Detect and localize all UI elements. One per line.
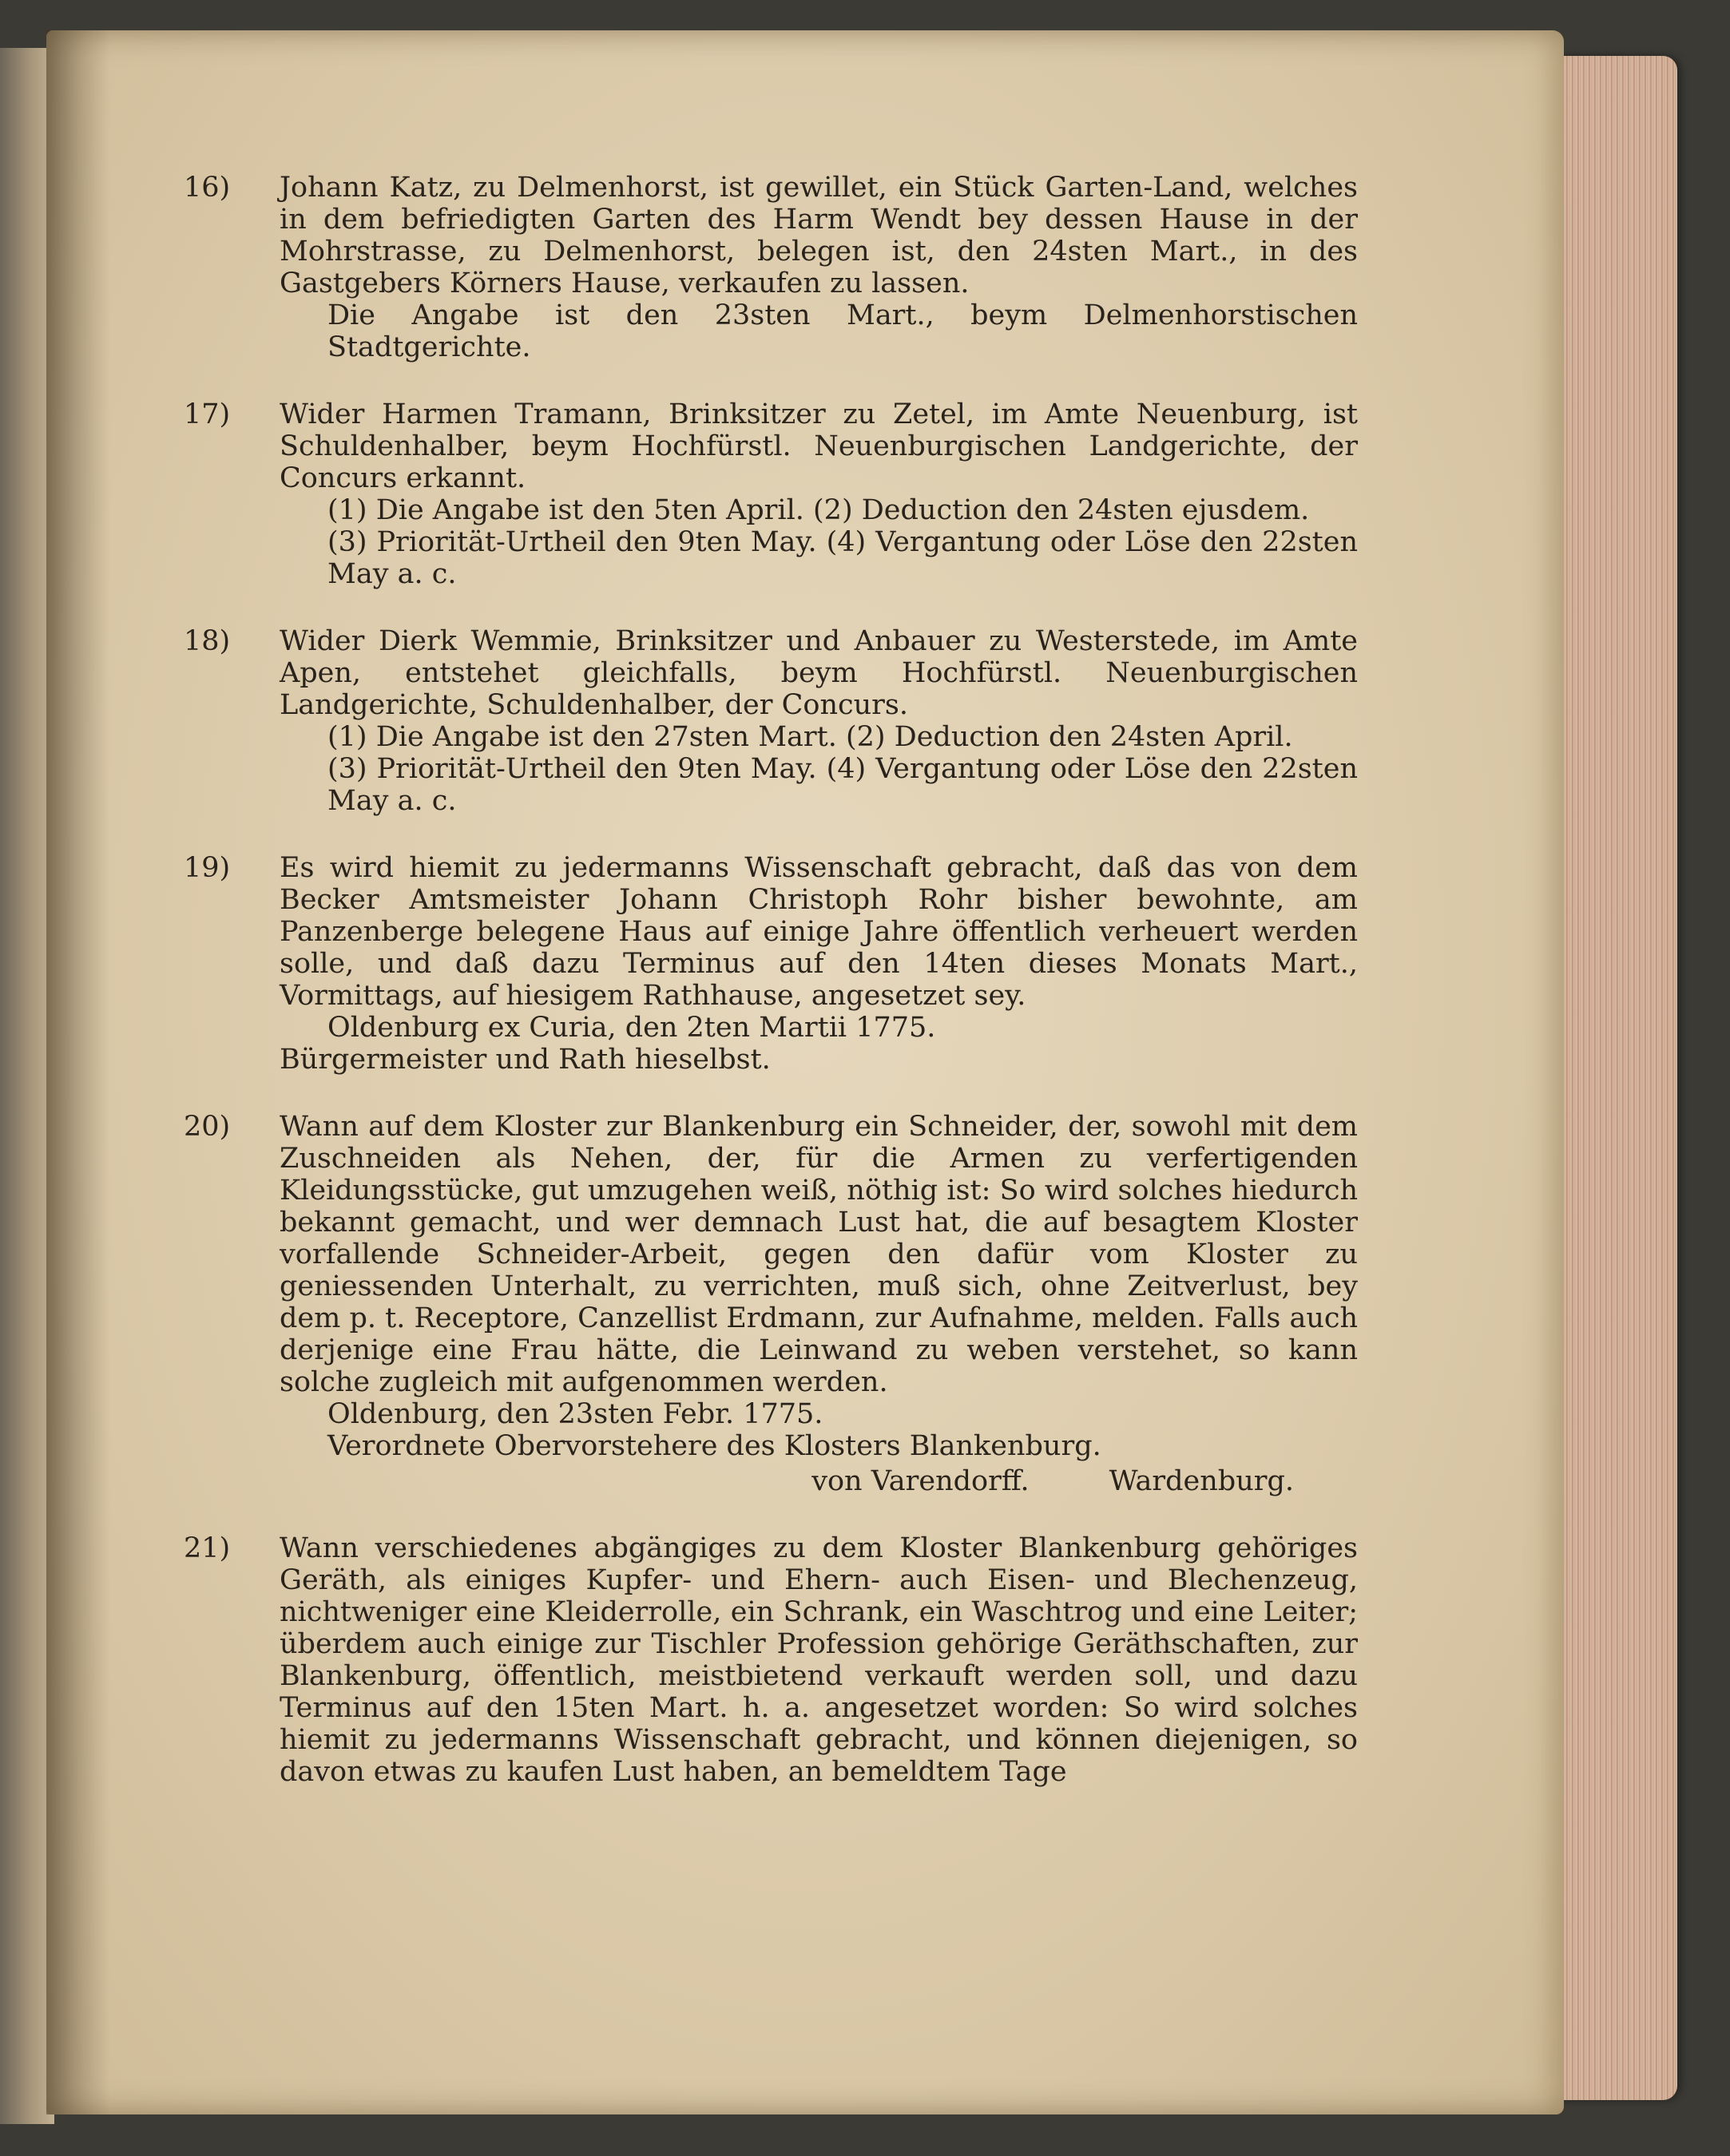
- entry-21: [184, 1532, 1358, 1788]
- entry-number: 21): [184, 1532, 231, 1564]
- entry-19: [184, 852, 1358, 1076]
- entry-body: [280, 398, 1358, 590]
- entry-text: Wann auf dem Kloster zur Blankenburg ein Schneider, der, sowohl mit dem Zuschneiden als Nehen, der, für die Armen zu verfertigenden Kleidungsstücke, gut umzugehen weiß, nöthig ist: So wird solches hiedurch bekannt gemacht, und wer demnach Lust hat, die auf besagtem Kloster vorfallende Schneider-Arbeit, gegen den dafür vom Kloster zu geniessenden Unterhalt, zu verrichten, muß sich, ohne Zeitverlust, bey dem p. t. Receptore, Canzellist Erdmann, zur Aufnahme, melden. Falls auch derjenige eine Frau hätte, die Leinwand zu weben verstehet, so kann solche zugleich mit aufgenommen werden.: [280, 1111, 1358, 1398]
- page-stack-edge: [1557, 56, 1677, 2100]
- signature-name: von Varendorff.: [811, 1465, 1030, 1497]
- entry-dates: (3) Priorität-Urtheil den 9ten May. (4) Vergantung oder Löse den 22sten May a. c.: [327, 526, 1358, 590]
- entry-text: Es wird hiemit zu jedermanns Wissenschaft gebracht, daß das von dem Becker Amtsmeister Johann Christoph Rohr bisher bewohnte, am Panzenberge belegene Haus auf einige Jahre öffentlich verheuert werden solle, und daß dazu Terminus auf den 14ten dieses Monats Mart., Vormittags, auf hiesigem Rathhause, angesetzet sey.: [280, 852, 1358, 1012]
- entry-number: 16): [184, 172, 231, 204]
- entry-16: [184, 172, 1358, 363]
- signature-name: Wardenburg.: [1109, 1465, 1294, 1497]
- signature-names: [280, 1465, 1358, 1497]
- page-text: [184, 172, 1358, 1823]
- binding-shadow: [46, 30, 110, 2114]
- entry-number: 17): [184, 398, 231, 430]
- entry-body: [280, 1111, 1358, 1497]
- entry-body: [280, 852, 1358, 1076]
- entry-number: 19): [184, 852, 231, 884]
- entry-text: Wider Harmen Tramann, Brinksitzer zu Zetel, im Amte Neuenburg, ist Schuldenhalber, beym Hochfürstl. Neuenburgischen Landgerichte, der Concurs erkannt.: [280, 398, 1358, 494]
- entry-20: [184, 1111, 1358, 1497]
- entry-body: [280, 1532, 1358, 1788]
- entry-18: [184, 625, 1358, 817]
- entry-number: 20): [184, 1111, 231, 1143]
- signature-block: [280, 1398, 1358, 1497]
- entry-dates: (3) Priorität-Urtheil den 9ten May. (4) Vergantung oder Löse den 22sten May a. c.: [327, 753, 1358, 817]
- place-date: Oldenburg ex Curia, den 2ten Martii 1775.: [327, 1012, 936, 1044]
- entry-body: [280, 625, 1358, 817]
- entry-dates: (1) Die Angabe ist den 27sten Mart. (2) Deduction den 24sten April.: [327, 721, 1293, 753]
- entry-text: Johann Katz, zu Delmenhorst, ist gewillet, ein Stück Garten-Land, welches in dem befriedigten Garten des Harm Wendt bey dessen Hause in der Mohrstrasse, zu Delmenhorst, belegen ist, den 24sten Mart., in des Gastgebers Körners Hause, verkaufen zu lassen.: [280, 172, 1358, 299]
- entry-dates: (1) Die Angabe ist den 5ten April. (2) Deduction den 24sten ejusdem.: [327, 494, 1310, 526]
- entry-text: Wann verschiedenes abgängiges zu dem Kloster Blankenburg gehöriges Geräth, als einiges Kupfer- und Ehern- auch Eisen- und Blechenzeug, nichtweniger eine Kleiderrolle, ein Schrank, ein Waschtrog und eine Leiter; überdem auch einige zur Tischler Profession gehörige Geräthschaften, zur Blankenburg, öffentlich, meistbietend verkauft werden soll, und dazu Terminus auf den 15ten Mart. h. a. angesetzet worden: So wird solches hiemit zu jedermanns Wissenschaft gebracht, und können diejenigen, so davon etwas zu kaufen Lust haben, an bemeldtem Tage: [280, 1532, 1358, 1788]
- entry-text: Wider Dierk Wemmie, Brinksitzer und Anbauer zu Westerstede, im Amte Apen, entstehet gleichfalls, beym Hochfürstl. Neuenburgischen Landgerichte, Schuldenhalber, der Concurs.: [280, 625, 1358, 721]
- entry-17: [184, 398, 1358, 590]
- entry-number: 18): [184, 625, 231, 657]
- signature: Bürgermeister und Rath hieselbst.: [280, 1044, 771, 1076]
- place-date: Oldenburg, den 23sten Febr. 1775.: [327, 1398, 823, 1430]
- entry-note: Die Angabe ist den 23sten Mart., beym Delmenhorstischen Stadtgerichte.: [327, 299, 1358, 363]
- entry-body: [280, 172, 1358, 363]
- signature-office: Verordnete Obervorstehere des Klosters Blankenburg.: [327, 1430, 1101, 1462]
